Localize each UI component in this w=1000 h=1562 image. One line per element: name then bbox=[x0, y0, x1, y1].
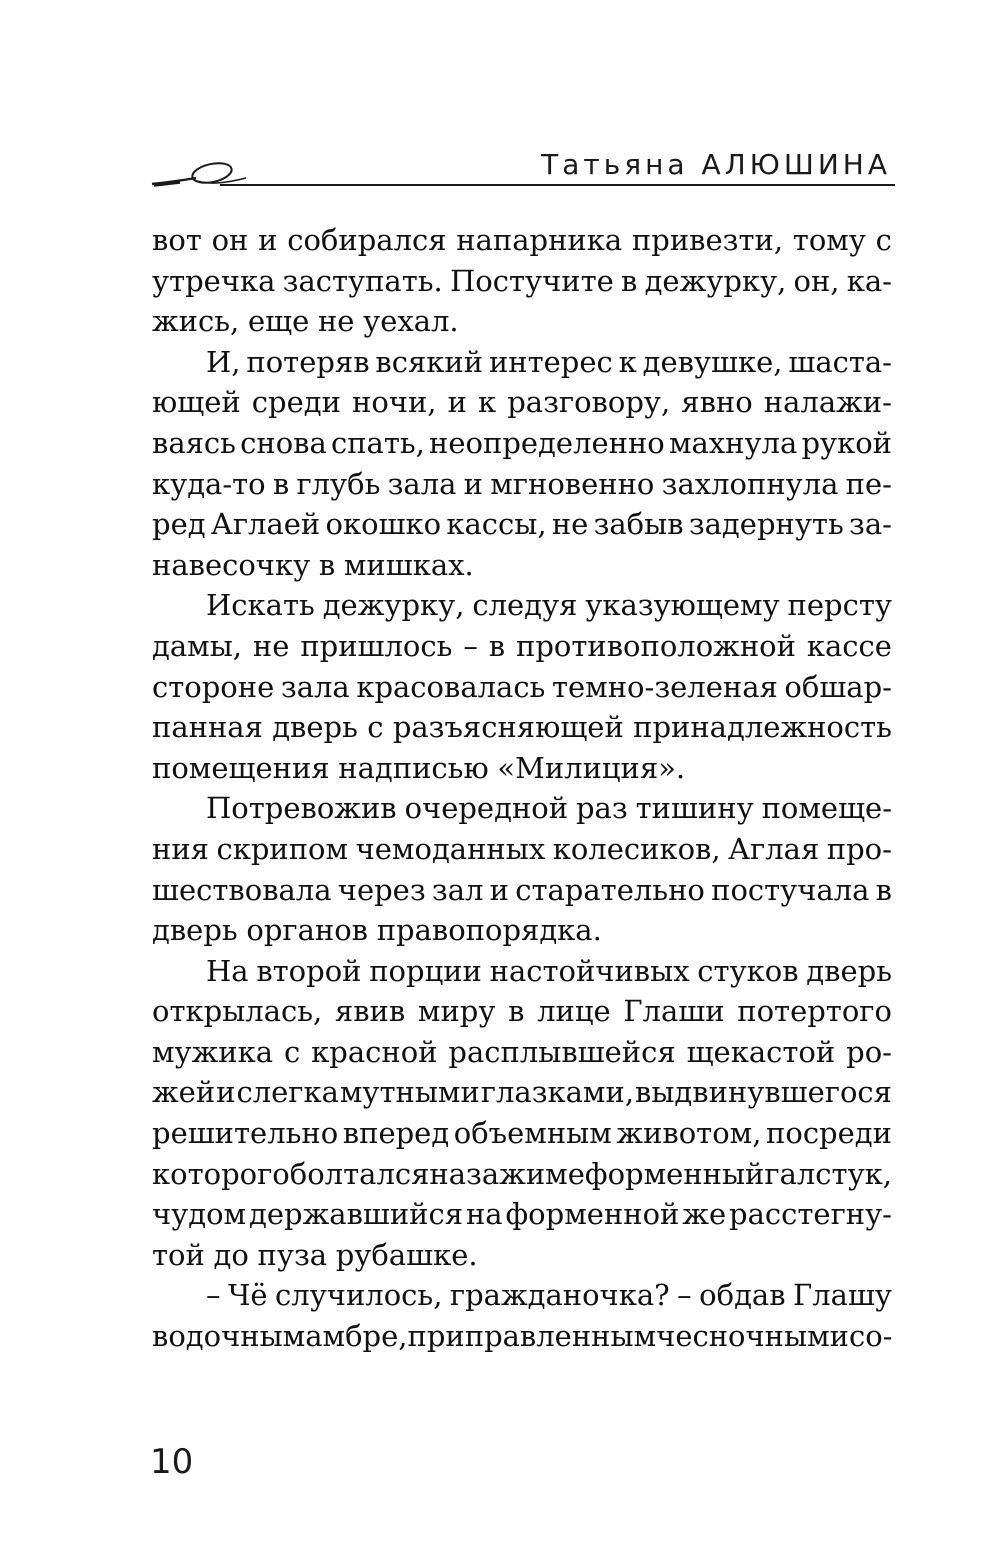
text-word: панная bbox=[152, 710, 263, 745]
text-word: – bbox=[463, 628, 478, 663]
text-word: жей bbox=[152, 1075, 216, 1110]
text-word: водочным bbox=[152, 1319, 306, 1354]
text-word: потеряв bbox=[246, 344, 370, 379]
text-word: расстегну- bbox=[729, 1197, 892, 1232]
text-word: вот bbox=[152, 223, 202, 257]
text-line bbox=[152, 1032, 892, 1073]
text-word: зажиме bbox=[466, 1156, 585, 1191]
text-word: и bbox=[216, 1075, 236, 1110]
text-word: той bbox=[152, 1237, 205, 1272]
header-author: Татьяна АЛЮШИНА bbox=[541, 148, 891, 181]
text-word: противоположной bbox=[515, 628, 796, 663]
text-word: с bbox=[283, 1034, 301, 1069]
text-word: постучала bbox=[711, 872, 870, 907]
text-line bbox=[152, 829, 892, 870]
text-word: объемным bbox=[453, 1116, 612, 1151]
text-word: явно bbox=[681, 385, 753, 420]
text-word: захлопнула bbox=[661, 466, 839, 501]
text-word: ред bbox=[152, 507, 206, 542]
text-word: посреди bbox=[766, 1116, 892, 1151]
text-word: куда-то bbox=[152, 466, 266, 501]
text-word: форменный bbox=[584, 1156, 765, 1191]
text-word: дежурку, bbox=[322, 588, 465, 623]
text-word: с bbox=[367, 710, 384, 745]
text-word: дверь bbox=[152, 913, 238, 948]
text-word: махнула bbox=[668, 425, 798, 460]
text-word: среди bbox=[251, 385, 341, 420]
text-word: животом, bbox=[616, 1116, 762, 1151]
text-word: Постучите bbox=[449, 263, 614, 298]
text-word: зала bbox=[280, 669, 350, 704]
text-word: Глаши bbox=[623, 994, 725, 1029]
text-word: органов bbox=[246, 913, 369, 948]
text-word: дверь bbox=[272, 710, 358, 745]
text-word: зала bbox=[387, 466, 457, 501]
text-word: уехал. bbox=[363, 304, 459, 339]
text-word: чемоданных bbox=[355, 831, 546, 866]
text-word: с bbox=[875, 223, 892, 257]
text-line bbox=[152, 545, 892, 586]
text-word: всякий bbox=[375, 344, 484, 379]
text-word: девушке, bbox=[642, 344, 783, 379]
text-word: тому bbox=[792, 223, 866, 257]
text-word: решительно bbox=[152, 1116, 339, 1151]
text-word: заступать. bbox=[282, 263, 443, 298]
text-word: Глашу bbox=[793, 1278, 892, 1313]
text-line bbox=[152, 626, 892, 667]
text-word: к bbox=[478, 385, 497, 420]
text-word: мишках. bbox=[343, 547, 474, 582]
text-word: чудом bbox=[152, 1197, 247, 1232]
text-word: приправленным bbox=[407, 1319, 657, 1354]
text-line bbox=[152, 667, 892, 708]
text-word: пришлось bbox=[300, 628, 453, 663]
text-word: персту bbox=[787, 588, 892, 623]
text-word: в bbox=[508, 994, 525, 1029]
text-word: кассе bbox=[806, 628, 892, 663]
text-word: интерес bbox=[488, 344, 613, 379]
text-word: второй bbox=[256, 953, 362, 988]
text-word: раз bbox=[575, 791, 628, 826]
text-word: глубь bbox=[296, 466, 381, 501]
text-word: указующему bbox=[585, 588, 780, 623]
text-word: «Милиция». bbox=[497, 750, 686, 785]
text-word: И, bbox=[206, 344, 241, 379]
text-word: разъясняющей bbox=[392, 710, 624, 745]
text-word: форменной bbox=[505, 1197, 680, 1232]
text-word: порции bbox=[369, 953, 482, 988]
text-word: через bbox=[337, 872, 426, 907]
text-line bbox=[152, 1275, 892, 1316]
body-text bbox=[152, 220, 892, 1357]
text-word: мутными bbox=[339, 1075, 480, 1110]
text-line bbox=[152, 1154, 892, 1195]
text-line bbox=[152, 423, 892, 464]
text-word: щекастой bbox=[686, 1034, 836, 1069]
text-word: дамы, bbox=[152, 628, 243, 663]
text-word: не bbox=[551, 507, 589, 542]
text-word: в bbox=[621, 263, 638, 298]
text-line bbox=[152, 951, 892, 992]
text-word: Потревожив bbox=[206, 791, 397, 826]
text-word: Аглаей bbox=[210, 507, 321, 542]
text-word: обдав bbox=[699, 1278, 786, 1313]
text-word: стороне bbox=[152, 669, 275, 704]
text-line bbox=[152, 910, 892, 951]
text-word: следуя bbox=[472, 588, 578, 623]
text-word: не bbox=[252, 628, 290, 663]
text-word: галстук, bbox=[764, 1156, 892, 1191]
text-word: рубашке. bbox=[335, 1237, 478, 1272]
text-word: настойчивых bbox=[489, 953, 690, 988]
text-word: к bbox=[618, 344, 637, 379]
text-line bbox=[152, 1235, 892, 1276]
text-word: помеще- bbox=[761, 791, 892, 826]
text-word: не bbox=[317, 304, 355, 339]
page-number: 10 bbox=[150, 1442, 194, 1482]
text-word: он bbox=[211, 223, 249, 257]
text-word: шаста- bbox=[788, 344, 892, 379]
text-word: Искать bbox=[206, 588, 315, 623]
text-word: и bbox=[447, 385, 467, 420]
text-word: случилось, bbox=[275, 1278, 443, 1313]
running-header bbox=[150, 148, 895, 188]
text-line bbox=[152, 342, 892, 383]
text-word: принадлежность bbox=[633, 710, 892, 745]
text-word: мгновенно bbox=[490, 466, 655, 501]
text-word: ваясь bbox=[152, 425, 236, 460]
text-line bbox=[152, 261, 892, 302]
text-word: собирался bbox=[287, 223, 447, 257]
text-word: дежурку, bbox=[644, 263, 787, 298]
text-line bbox=[152, 504, 892, 545]
text-line bbox=[152, 585, 892, 626]
text-word: Аглая bbox=[728, 831, 820, 866]
text-word: явив bbox=[334, 994, 406, 1029]
header-rule bbox=[220, 184, 895, 186]
text-line bbox=[152, 1072, 892, 1113]
text-line bbox=[152, 707, 892, 748]
text-word: и bbox=[489, 872, 509, 907]
text-word: выдвинувшегося bbox=[635, 1075, 892, 1110]
text-word: навесочку bbox=[152, 547, 311, 582]
text-word: гражданочка? bbox=[449, 1278, 670, 1313]
text-line bbox=[152, 464, 892, 505]
text-word: лице bbox=[537, 994, 611, 1029]
text-word: неопределенно bbox=[429, 425, 665, 460]
text-word: ющей bbox=[152, 385, 241, 420]
text-word: ро- bbox=[846, 1034, 892, 1069]
text-word: разговору, bbox=[507, 385, 671, 420]
text-word: Чё bbox=[227, 1278, 268, 1313]
text-line bbox=[152, 1113, 892, 1154]
text-word: и bbox=[258, 223, 278, 257]
text-word: задернуть bbox=[688, 507, 844, 542]
text-word: открылась, bbox=[152, 994, 323, 1029]
text-word: надписью bbox=[338, 750, 489, 785]
text-line bbox=[152, 748, 892, 789]
text-line bbox=[152, 1194, 892, 1235]
text-word: в bbox=[318, 547, 336, 582]
text-word: со- bbox=[848, 1319, 892, 1354]
text-word: стуков bbox=[697, 953, 799, 988]
text-word: про- bbox=[826, 831, 892, 866]
text-word: расплывшейся bbox=[448, 1034, 676, 1069]
text-word: в bbox=[875, 872, 892, 907]
text-word: он, bbox=[793, 263, 840, 298]
text-word: слегка bbox=[236, 1075, 339, 1110]
text-word: державшийся bbox=[249, 1197, 464, 1232]
text-word: ния bbox=[152, 831, 209, 866]
text-word: амбре, bbox=[305, 1319, 408, 1354]
text-word: – bbox=[677, 1278, 692, 1313]
text-word: колесиков, bbox=[552, 831, 721, 866]
text-word: скрипом bbox=[216, 831, 349, 866]
text-word: окошко bbox=[325, 507, 442, 542]
text-word: привезти, bbox=[631, 223, 784, 257]
text-word: и bbox=[463, 466, 484, 501]
text-word: ночи, bbox=[352, 385, 437, 420]
text-word: тишину bbox=[635, 791, 754, 826]
text-word: за- bbox=[849, 507, 892, 542]
text-word: шествовала bbox=[152, 872, 332, 907]
text-line bbox=[152, 870, 892, 911]
text-word: красной bbox=[311, 1034, 438, 1069]
text-word: на bbox=[465, 1197, 503, 1232]
text-word: темно-зеленая bbox=[551, 669, 778, 704]
text-line bbox=[152, 220, 892, 261]
text-word: чесночными bbox=[656, 1319, 849, 1354]
text-word: красовалась bbox=[356, 669, 546, 704]
text-word: спать, bbox=[330, 425, 425, 460]
text-word: пуза bbox=[257, 1237, 328, 1272]
text-word: миру bbox=[417, 994, 496, 1029]
text-word: глазками, bbox=[480, 1075, 635, 1110]
text-word: вперед bbox=[342, 1116, 450, 1151]
text-word: старательно bbox=[515, 872, 705, 907]
text-word: напарника bbox=[456, 223, 623, 257]
text-word: налажи- bbox=[763, 385, 892, 420]
text-line bbox=[152, 991, 892, 1032]
text-word: зал bbox=[431, 872, 484, 907]
text-word: в bbox=[488, 628, 506, 663]
text-line bbox=[152, 1316, 892, 1357]
text-word: еще bbox=[247, 304, 310, 339]
text-word: кассы, bbox=[446, 507, 547, 542]
text-word: мужика bbox=[152, 1034, 274, 1069]
text-word: на bbox=[429, 1156, 467, 1191]
text-word: жись, bbox=[152, 304, 240, 339]
text-word: ка- bbox=[846, 263, 892, 298]
text-word: правопорядка. bbox=[376, 913, 602, 948]
text-word: до bbox=[213, 1237, 249, 1272]
text-word: забыв bbox=[593, 507, 684, 542]
text-word: болтался bbox=[289, 1156, 430, 1191]
text-word: рукой bbox=[801, 425, 892, 460]
text-word: снова bbox=[240, 425, 327, 460]
text-word: которого bbox=[152, 1156, 290, 1191]
text-line bbox=[152, 788, 892, 829]
text-word: пе- bbox=[845, 466, 892, 501]
text-word: очередной bbox=[404, 791, 569, 826]
text-line bbox=[152, 301, 892, 342]
text-word: обшар- bbox=[784, 669, 892, 704]
text-word: в bbox=[272, 466, 290, 501]
text-word: потертого bbox=[737, 994, 892, 1029]
text-word: – bbox=[206, 1278, 221, 1313]
text-word: же bbox=[682, 1197, 727, 1232]
text-word: дверь bbox=[806, 953, 892, 988]
text-word: На bbox=[206, 953, 249, 988]
text-line bbox=[152, 382, 892, 423]
text-word: помещения bbox=[152, 750, 330, 785]
text-word: утречка bbox=[152, 263, 276, 298]
